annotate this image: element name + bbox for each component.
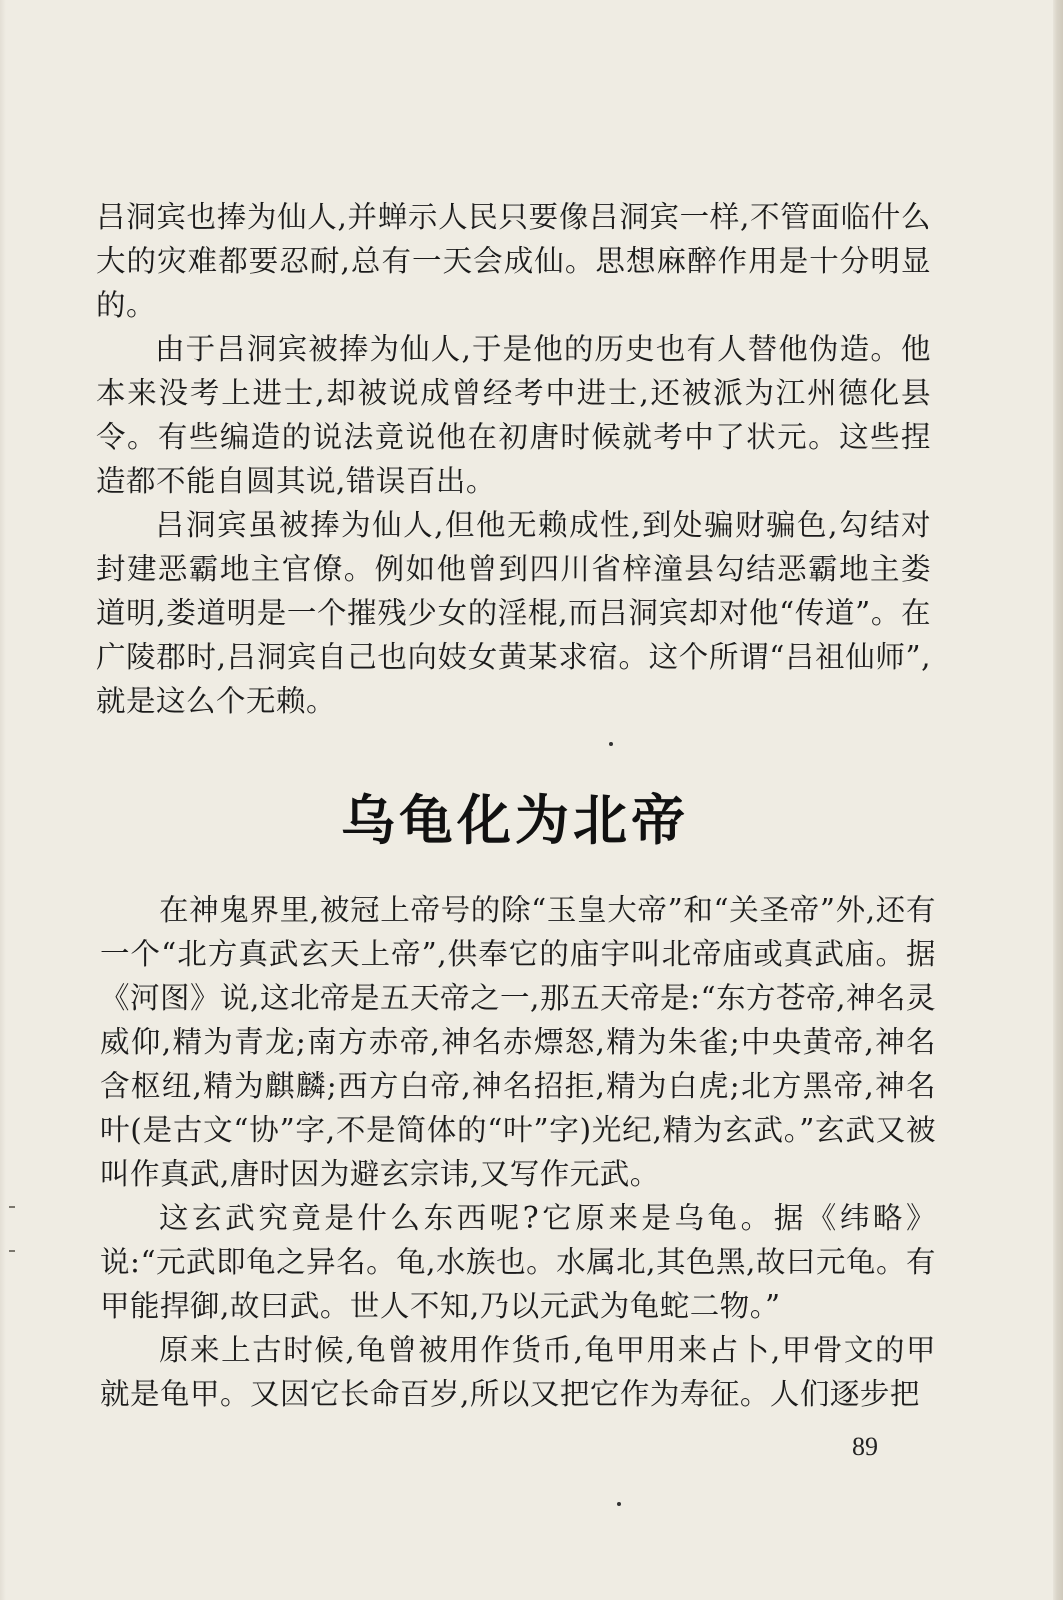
- page-number: 89: [852, 1432, 878, 1461]
- bottom-text-block: [100, 888, 936, 1416]
- paragraph: 这玄武究竟是什么东西呢?它原来是乌龟。据《纬略》说:“元武即龟之异名。龟,水族也。水属北,其色黑,故曰元龟。有甲能捍御,故曰武。世人不知,乃以元武为龟蛇二物。”: [100, 1201, 936, 1323]
- ink-speck: [609, 742, 613, 746]
- section-title: 乌龟化为北帝: [341, 789, 689, 852]
- paragraph: 吕洞宾也捧为仙人,并蝉示人民只要像吕洞宾一样,不管面临什么大的灾难都要忍耐,总有一天会成仙。思想麻醉作用是十分明显的。: [96, 200, 931, 322]
- paragraph: 由于吕洞宾被捧为仙人,于是他的历史也有人替他伪造。他本来没考上进士,却被说成曾经考中进士,还被派为江州德化县令。有些编造的说法竟说他在初唐时候就考中了状元。这些捏造都不能自圆其说,错误百出。: [96, 332, 931, 498]
- paragraph: 原来上古时候,龟曾被用作货币,龟甲用来占卜,甲骨文的甲就是龟甲。又因它长命百岁,所以又把它作为寿征。人们逐步把: [100, 1333, 936, 1411]
- paragraph: 吕洞宾虽被捧为仙人,但他无赖成性,到处骗财骗色,勾结对封建恶霸地主官僚。例如他曾到四川省梓潼县勾结恶霸地主娄道明,娄道明是一个摧残少女的淫棍,而吕洞宾却对他“传道”。在广陵郡时,吕洞宾自己也向妓女黄某求宿。这个所谓“吕祖仙师”,就是这么个无赖。: [96, 508, 931, 718]
- scan-mark: [9, 1250, 15, 1252]
- page-right-edge: [1053, 0, 1063, 1600]
- scan-mark: [9, 1206, 15, 1208]
- top-text-block: [96, 195, 931, 723]
- ink-speck: [617, 1502, 621, 1506]
- paragraph: 在神鬼界里,被冠上帝号的除“玉皇大帝”和“关圣帝”外,还有一个“北方真武玄天上帝”,供奉它的庙宇叫北帝庙或真武庙。据《河图》说,这北帝是五天帝之一,那五天帝是:“东方苍帝,神名灵威仰,精为青龙;南方赤帝,神名赤熛怒,精为朱雀;中央黄帝,神名含枢纽,精为麒麟;西方白帝,神名招拒,精为白虎;北方黑帝,神名叶(是古文“协”字,不是简体的“叶”字)光纪,精为玄武。”玄武又被叫作真武,唐时因为避玄宗讳,又写作元武。: [100, 893, 936, 1191]
